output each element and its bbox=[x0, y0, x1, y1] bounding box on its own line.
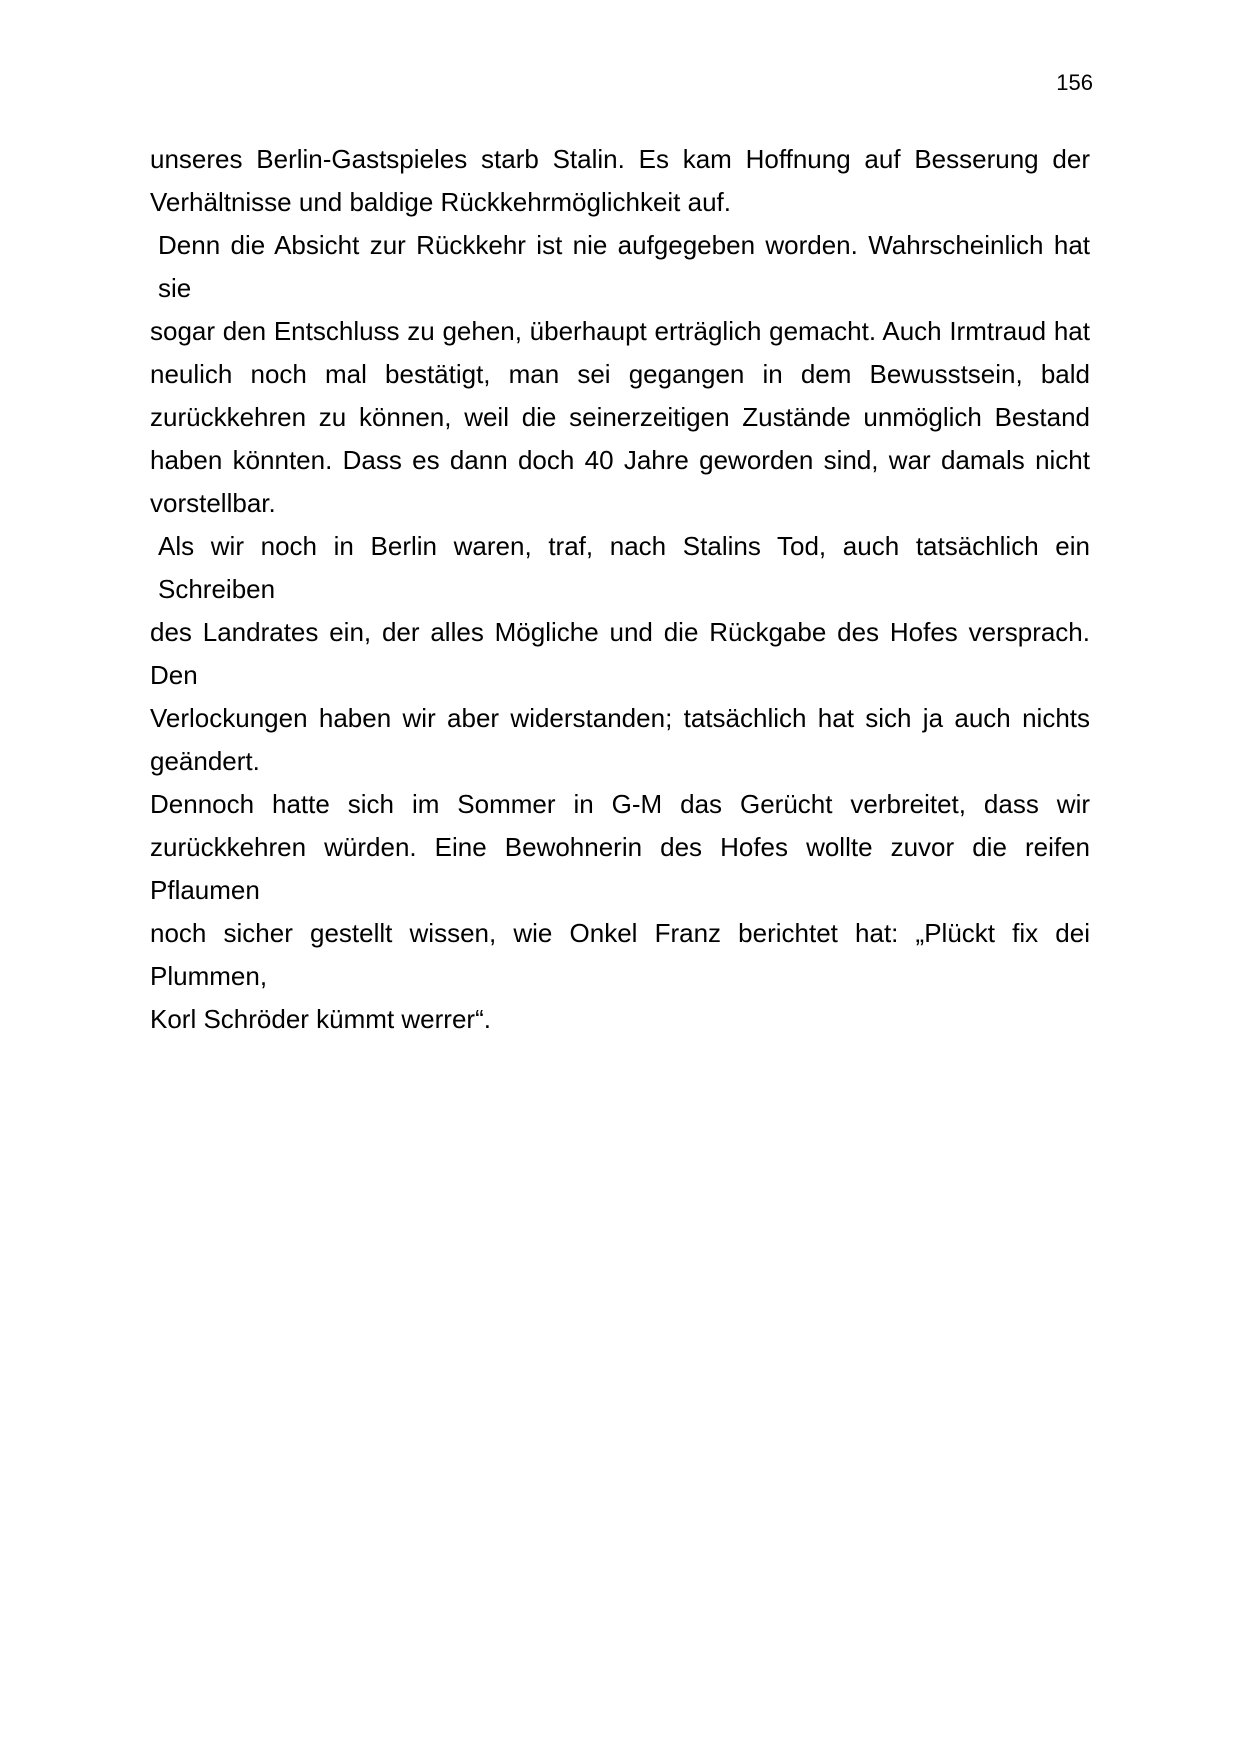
text-line: neulich noch mal bestätigt, man sei gegangen in dem Bewusstsein, bald bbox=[150, 359, 1090, 389]
text-line: vorstellbar. bbox=[150, 488, 276, 518]
text-line: zurückkehren zu können, weil die seinerzeitigen Zustände unmöglich Bestand bbox=[150, 402, 1090, 432]
page-number: 156 bbox=[1056, 70, 1093, 95]
text-line: sogar den Entschluss zu gehen, überhaupt erträglich gemacht. Auch Irmtraud hat bbox=[150, 316, 1090, 346]
text-line: Denn die Absicht zur Rückkehr ist nie aufgegeben worden. Wahrscheinlich hat sie bbox=[158, 230, 1090, 303]
page-body bbox=[150, 138, 1090, 1041]
text-line: Verlockungen haben wir aber widerstanden; tatsächlich hat sich ja auch nichts bbox=[150, 703, 1090, 733]
text-line: geändert. bbox=[150, 746, 260, 776]
text-line: Korl Schröder kümmt werrer“. bbox=[150, 1004, 491, 1034]
text-line: Dennoch hatte sich im Sommer in G-M das Gerücht verbreitet, dass wir bbox=[150, 789, 1090, 819]
text-line: des Landrates ein, der alles Mögliche und die Rückgabe des Hofes versprach. Den bbox=[150, 617, 1090, 690]
text-line: unseres Berlin-Gastspieles starb Stalin. Es kam Hoffnung auf Besserung der bbox=[150, 144, 1090, 174]
text-line: haben könnten. Dass es dann doch 40 Jahre geworden sind, war damals nicht bbox=[150, 445, 1090, 475]
text-line: zurückkehren würden. Eine Bewohnerin des Hofes wollte zuvor die reifen Pflaumen bbox=[150, 832, 1090, 905]
text-line: Verhältnisse und baldige Rückkehrmöglichkeit auf. bbox=[150, 187, 732, 217]
text-line: noch sicher gestellt wissen, wie Onkel Franz berichtet hat: „Plückt fix dei Plummen, bbox=[150, 918, 1090, 991]
text-line: Als wir noch in Berlin waren, traf, nach Stalins Tod, auch tatsächlich ein Schreiben bbox=[158, 531, 1090, 604]
